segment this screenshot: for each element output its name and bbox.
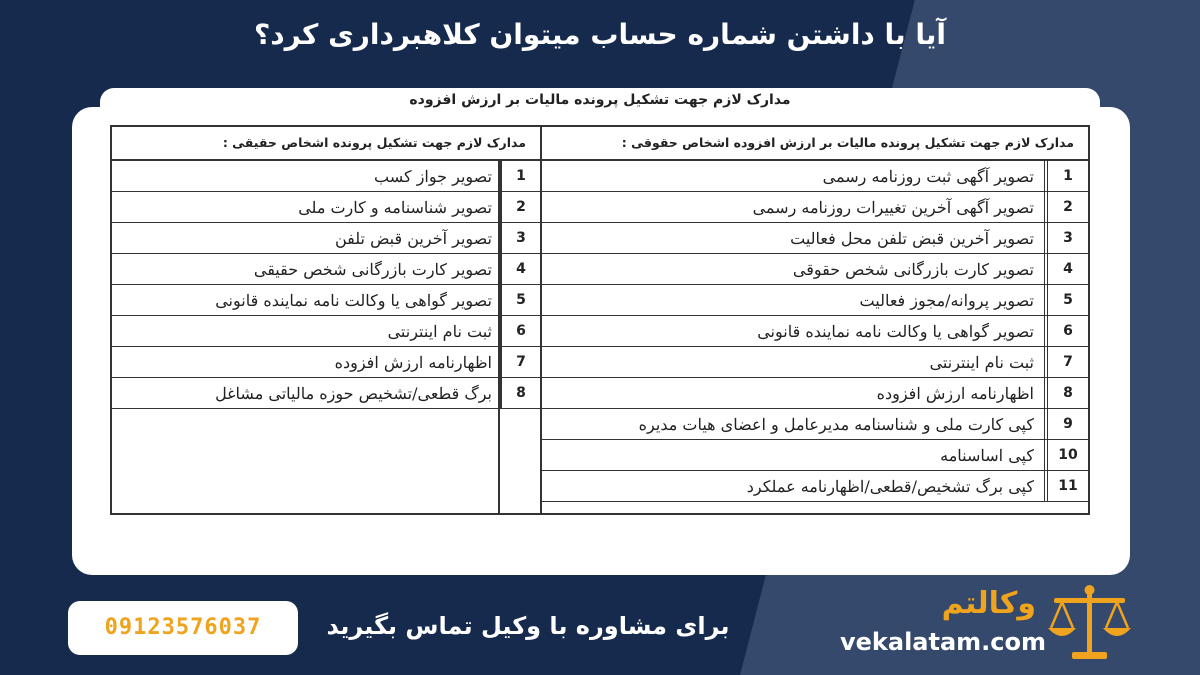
row-number: 6 — [500, 316, 540, 346]
row-number: 3 — [1044, 223, 1088, 253]
table-row — [112, 223, 540, 254]
table-row — [540, 161, 1088, 192]
table-row — [112, 285, 540, 316]
table-row — [540, 471, 1088, 502]
legal-persons-heading: مدارک لازم جهت تشکیل پرونده مالیات بر ارزش افزوده اشخاص حقوقی : — [540, 127, 1088, 161]
row-text: کپی برگ تشخیص/قطعی/اظهارنامه عملکرد — [746, 477, 1034, 496]
natural-persons-heading: مدارک لازم جهت تشکیل پرونده اشخاص حقیقی : — [112, 127, 540, 161]
row-text: تصویر آخرین قبض تلفن محل فعالیت — [790, 229, 1034, 248]
row-number: 2 — [1044, 192, 1088, 222]
row-text: ثبت نام اینترنتی — [929, 353, 1034, 372]
table-row — [540, 192, 1088, 223]
table-row — [540, 440, 1088, 471]
row-number: 7 — [500, 347, 540, 377]
row-number: 9 — [1044, 409, 1088, 439]
row-text: تصویر شناسنامه و کارت ملی — [298, 198, 492, 217]
phone-number-button[interactable]: 09123576037 — [68, 601, 298, 655]
document-title: مدارک لازم جهت تشکیل پرونده مالیات بر ارزش افزوده — [409, 92, 791, 108]
row-text: اظهارنامه ارزش افزوده — [334, 353, 492, 372]
row-number: 1 — [500, 161, 540, 191]
row-text: کپی اساسنامه — [940, 446, 1034, 465]
row-text: اظهارنامه ارزش افزوده — [876, 384, 1034, 403]
number-column-divider — [498, 159, 500, 513]
row-text: تصویر پروانه/مجوز فعالیت — [859, 291, 1034, 310]
row-number: 2 — [500, 192, 540, 222]
row-number: 5 — [1044, 285, 1088, 315]
row-number: 3 — [500, 223, 540, 253]
row-number: 4 — [500, 254, 540, 284]
documents-table — [110, 125, 1090, 515]
row-text: کپی کارت ملی و شناسنامه مدیرعامل و اعضای هیات مدیره — [638, 415, 1034, 434]
brand-url-link[interactable]: vekalatam.com — [840, 628, 1047, 656]
row-number: 4 — [1044, 254, 1088, 284]
table-row — [112, 254, 540, 285]
row-number: 11 — [1044, 471, 1088, 501]
legal-persons-list — [540, 161, 1088, 502]
table-row — [112, 161, 540, 192]
row-text: تصویر جواز کسب — [374, 167, 492, 186]
table-row — [540, 254, 1088, 285]
table-row — [112, 316, 540, 347]
table-row — [540, 347, 1088, 378]
row-text: تصویر گواهی یا وکالت نامه نماینده قانونی — [215, 291, 492, 310]
row-number: 6 — [1044, 316, 1088, 346]
scales-of-justice-icon — [1046, 582, 1132, 666]
consultation-cta: برای مشاوره با وکیل تماس بگیرید — [326, 612, 730, 640]
legal-persons-column — [540, 127, 1088, 513]
row-number: 1 — [1044, 161, 1088, 191]
row-number: 8 — [1044, 378, 1088, 408]
row-text: تصویر کارت بازرگانی شخص حقوقی — [792, 260, 1034, 279]
brand-name: وکالتم — [941, 586, 1036, 621]
table-row — [540, 285, 1088, 316]
row-text: تصویر کارت بازرگانی شخص حقیقی — [253, 260, 492, 279]
row-number: 8 — [500, 378, 540, 408]
row-number: 10 — [1044, 440, 1088, 470]
table-row — [540, 409, 1088, 440]
row-text: تصویر آخرین قبض تلفن — [334, 229, 492, 248]
row-text: تصویر گواهی یا وکالت نامه نماینده قانونی — [757, 322, 1034, 341]
table-row — [112, 347, 540, 378]
row-number: 7 — [1044, 347, 1088, 377]
table-row — [112, 192, 540, 223]
natural-persons-column — [112, 127, 542, 513]
natural-persons-list — [112, 161, 540, 409]
table-row — [540, 378, 1088, 409]
table-row — [540, 316, 1088, 347]
page-title: آیا با داشتن شماره حساب میتوان کلاهبرداری کرد؟ — [254, 18, 946, 51]
row-text: ثبت نام اینترنتی — [387, 322, 492, 341]
row-text: تصویر آگهی آخرین تغییرات روزنامه رسمی — [752, 198, 1034, 217]
row-number: 5 — [500, 285, 540, 315]
row-text: برگ قطعی/تشخیص حوزه مالیاتی مشاغل — [215, 384, 492, 403]
table-row — [112, 378, 540, 409]
table-row — [540, 223, 1088, 254]
row-text: تصویر آگهی ثبت روزنامه رسمی — [822, 167, 1034, 186]
